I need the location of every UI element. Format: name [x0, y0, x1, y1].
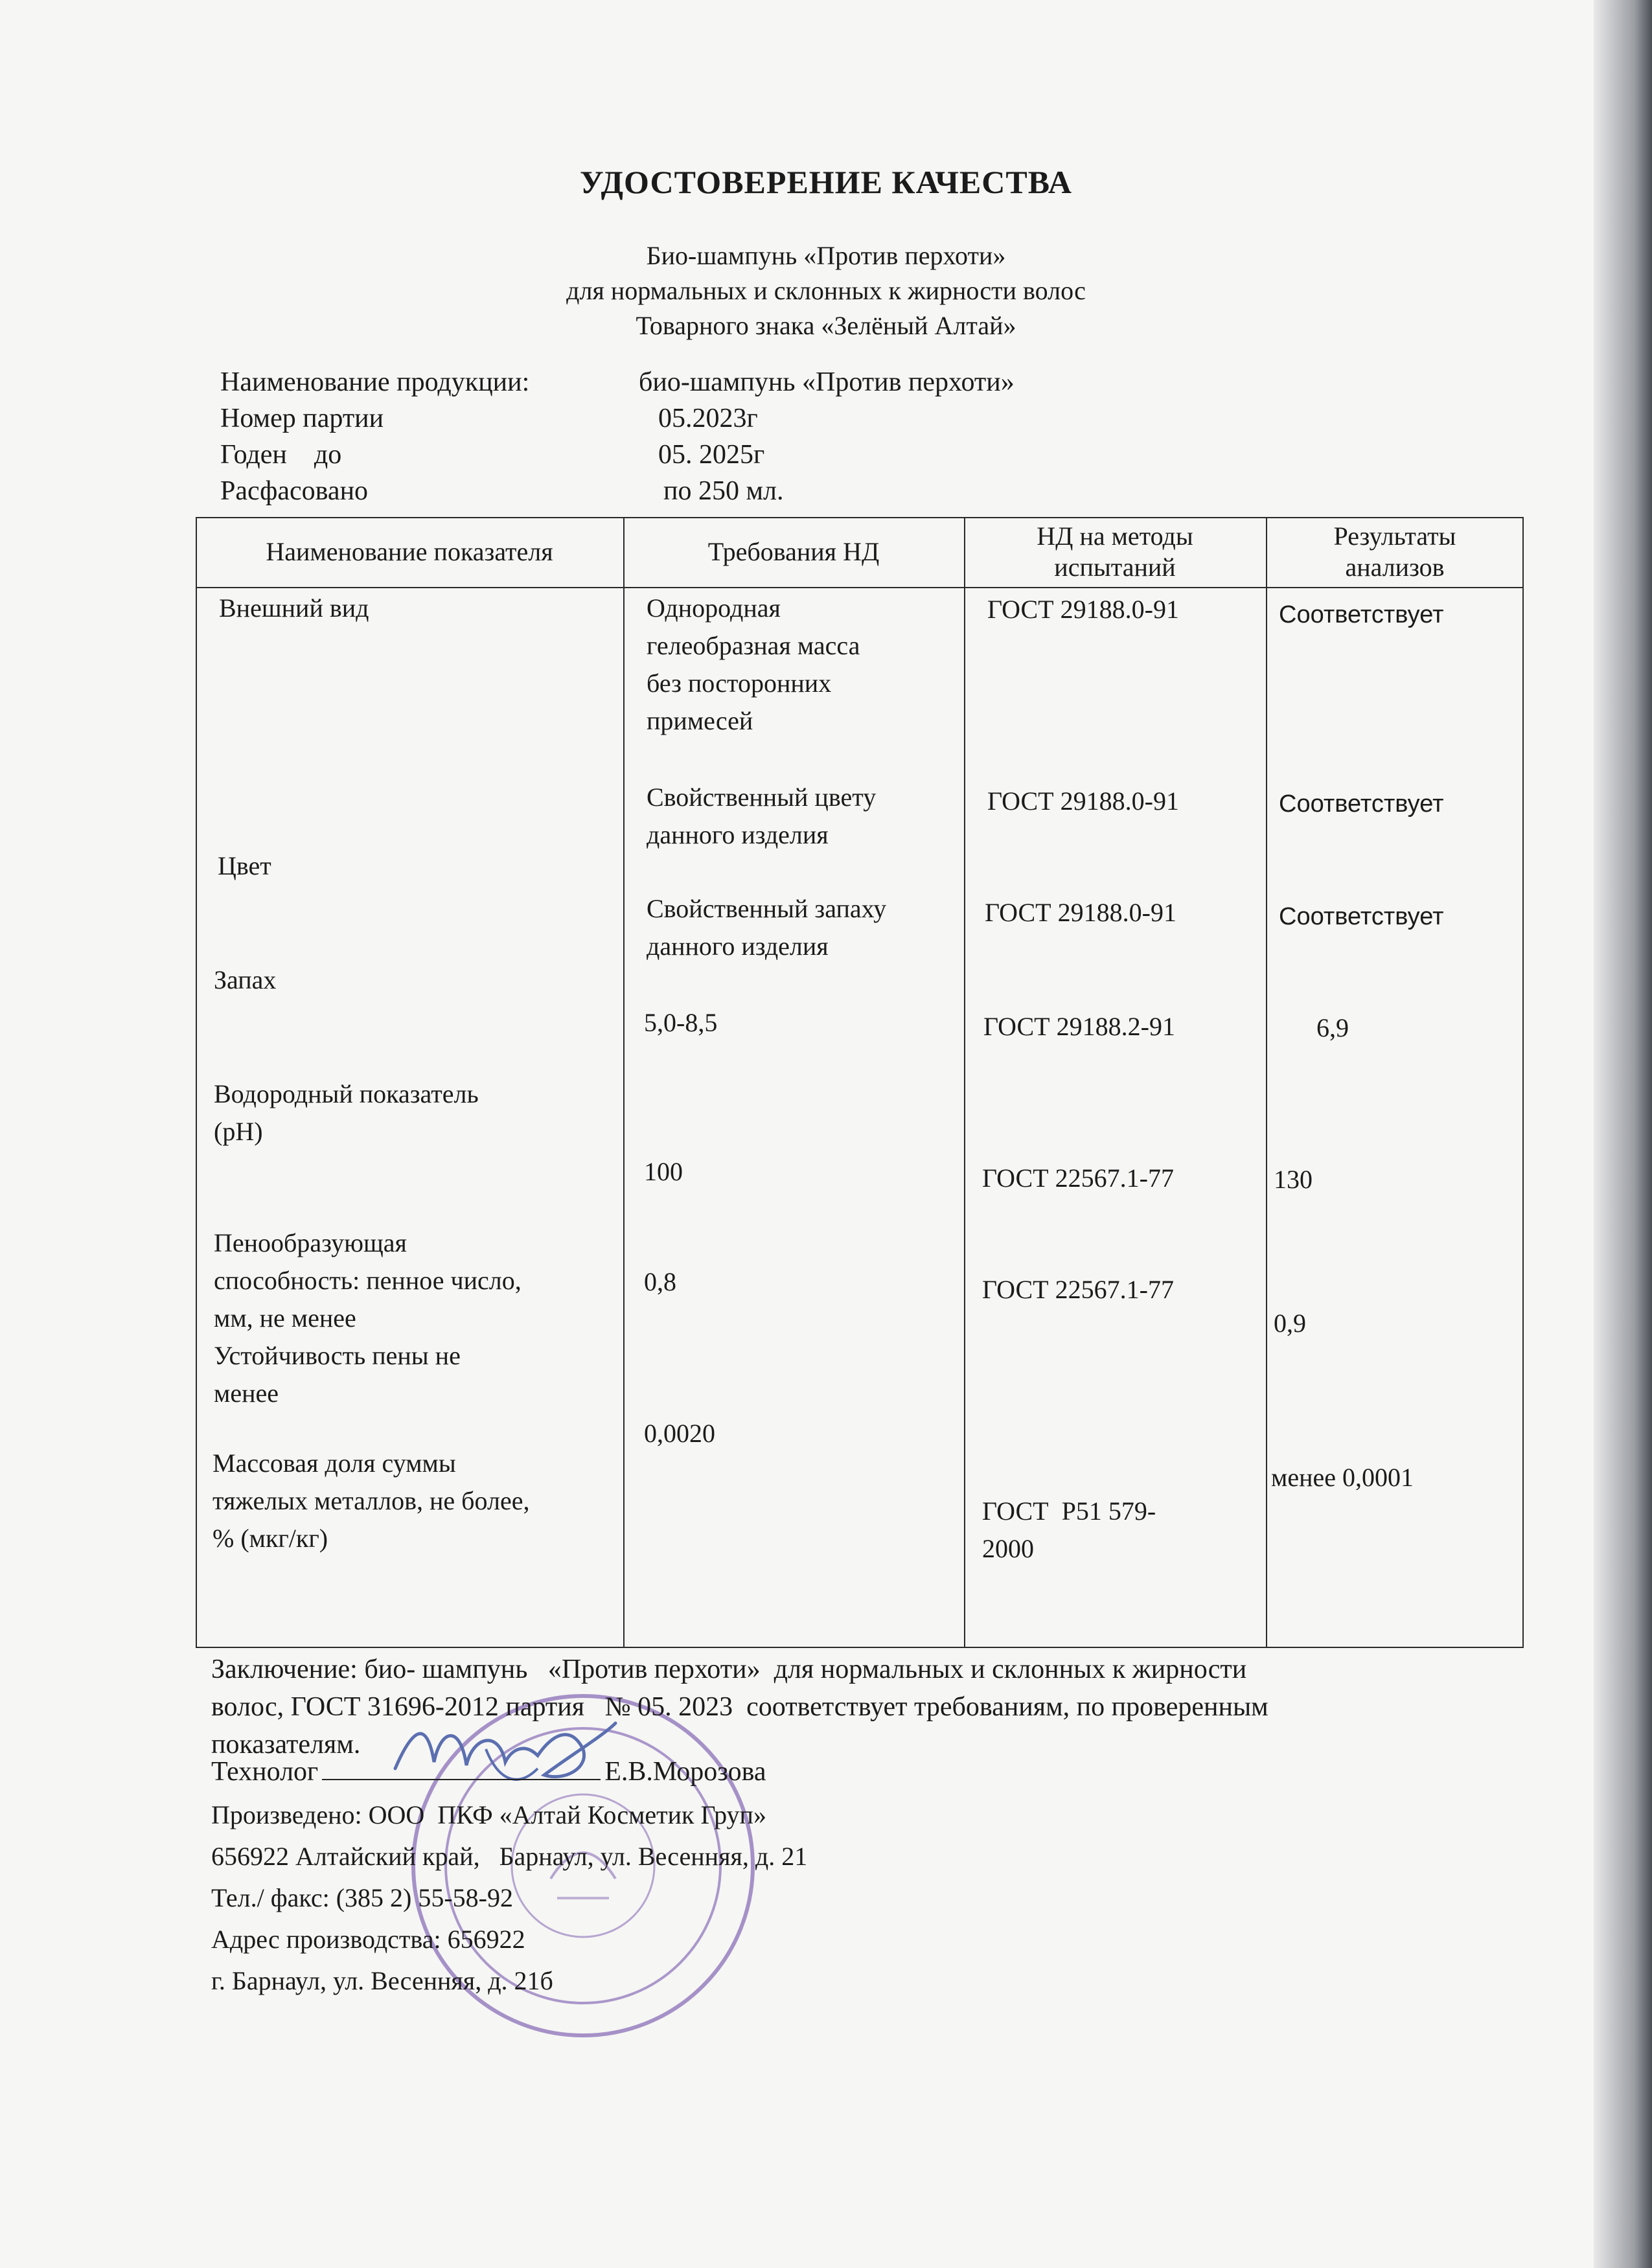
- method-foam-stability: ГОСТ 22567.1-77: [982, 1275, 1174, 1304]
- table-column-divider: [964, 517, 965, 1648]
- indicator-odor: Запах: [214, 965, 277, 994]
- quality-table: [196, 517, 1524, 1648]
- info-label: Номер партии: [220, 404, 384, 433]
- requirement-heavy-metals: 0,0020: [644, 1419, 715, 1448]
- address-line: Произведено: ООО ПКФ «Алтай Косметик Груп»: [211, 1800, 766, 1829]
- manufacturer-address: [211, 1794, 807, 2002]
- requirement-foam-number: 100: [644, 1157, 683, 1186]
- result-appearance: Соответствует: [1279, 601, 1444, 628]
- info-label: Годен до: [220, 440, 342, 470]
- info-label: Наименование продукции:: [220, 367, 530, 397]
- result-ph: 6,9: [1316, 1013, 1349, 1042]
- info-value: по 250 мл.: [663, 476, 784, 506]
- result-foam-stability: 0,9: [1274, 1309, 1306, 1338]
- requirement-appearance: Однородная гелеобразная масса без посторонних примесей: [647, 593, 860, 735]
- indicator-ph: Водородный показатель (pH): [214, 1079, 479, 1146]
- product-subtitle: [0, 238, 1652, 343]
- requirement-odor: Свойственный запаху данного изделия: [647, 894, 887, 961]
- result-heavy-metals: менее 0,0001: [1271, 1463, 1414, 1492]
- table-header-requirements: Требования НД: [707, 537, 880, 566]
- table-header-divider: [196, 587, 1524, 588]
- method-appearance: ГОСТ 29188.0-91: [987, 595, 1179, 624]
- signature-line: [322, 1753, 601, 1780]
- indicator-color: Цвет: [218, 851, 271, 880]
- technologist-label: Технолог: [211, 1757, 319, 1787]
- requirement-color: Свойственный цвету данного изделия: [647, 783, 877, 849]
- technologist-line: [211, 1753, 766, 1787]
- indicator-appearance: Внешний вид: [219, 593, 369, 623]
- result-color: Соответствует: [1279, 790, 1444, 818]
- subtitle-line: Био-шампунь «Против перхоти»: [646, 241, 1006, 270]
- address-line: г. Барнаул, ул. Весенняя, д. 21б: [211, 1966, 553, 1995]
- address-line: Адрес производства: 656922: [211, 1925, 525, 1954]
- info-value: био-шампунь «Против перхоти»: [639, 367, 1015, 397]
- address-line: 656922 Алтайский край, Барнаул, ул. Весенняя, д. 21: [211, 1842, 808, 1871]
- requirement-foam-stability: 0,8: [644, 1267, 676, 1296]
- conclusion: Заключение: био- шампунь «Против перхоти» для нормальных и склонных к жирности волос, ГОСТ 31696-2012 партия № 05. 2023 соответствует требованиям, по проверенным показателям.: [211, 1655, 1268, 1759]
- info-value: 05.2023г: [658, 404, 758, 433]
- result-odor: Соответствует: [1279, 903, 1444, 930]
- indicator-foam-stability: Устойчивость пены не менее: [214, 1341, 461, 1408]
- indicator-foam-number: Пенообразующая способность: пенное число, мм, не менее: [214, 1228, 522, 1333]
- requirement-ph: 5,0-8,5: [644, 1008, 718, 1037]
- table-header-methods: НД на методы испытаний: [1037, 521, 1193, 582]
- table-column-divider: [1266, 517, 1267, 1648]
- result-foam-number: 130: [1274, 1165, 1313, 1194]
- method-odor: ГОСТ 29188.0-91: [985, 898, 1176, 927]
- method-heavy-metals: ГОСТ Р51 579- 2000: [982, 1496, 1156, 1563]
- table-header-indicator: Наименование показателя: [266, 537, 553, 566]
- method-ph: ГОСТ 29188.2-91: [983, 1012, 1175, 1041]
- method-foam-number: ГОСТ 22567.1-77: [982, 1163, 1174, 1193]
- method-color: ГОСТ 29188.0-91: [987, 786, 1179, 816]
- address-line: Тел./ факс: (385 2) 55-58-92: [211, 1883, 513, 1912]
- info-label: Расфасовано: [220, 476, 369, 506]
- table-column-divider: [623, 517, 625, 1648]
- document-title: УДОСТОВЕРЕНИЕ КАЧЕСТВА: [579, 164, 1073, 200]
- technologist-name: Е.В.Морозова: [604, 1757, 766, 1787]
- table-header-results: Результаты анализов: [1333, 521, 1456, 582]
- indicator-heavy-metals: Массовая доля суммы тяжелых металлов, не более, % (мкг/кг): [212, 1449, 530, 1553]
- subtitle-line: Товарного знака «Зелёный Алтай»: [636, 311, 1016, 340]
- subtitle-line: для нормальных и склонных к жирности волос: [566, 276, 1086, 305]
- info-value: 05. 2025г: [658, 440, 765, 470]
